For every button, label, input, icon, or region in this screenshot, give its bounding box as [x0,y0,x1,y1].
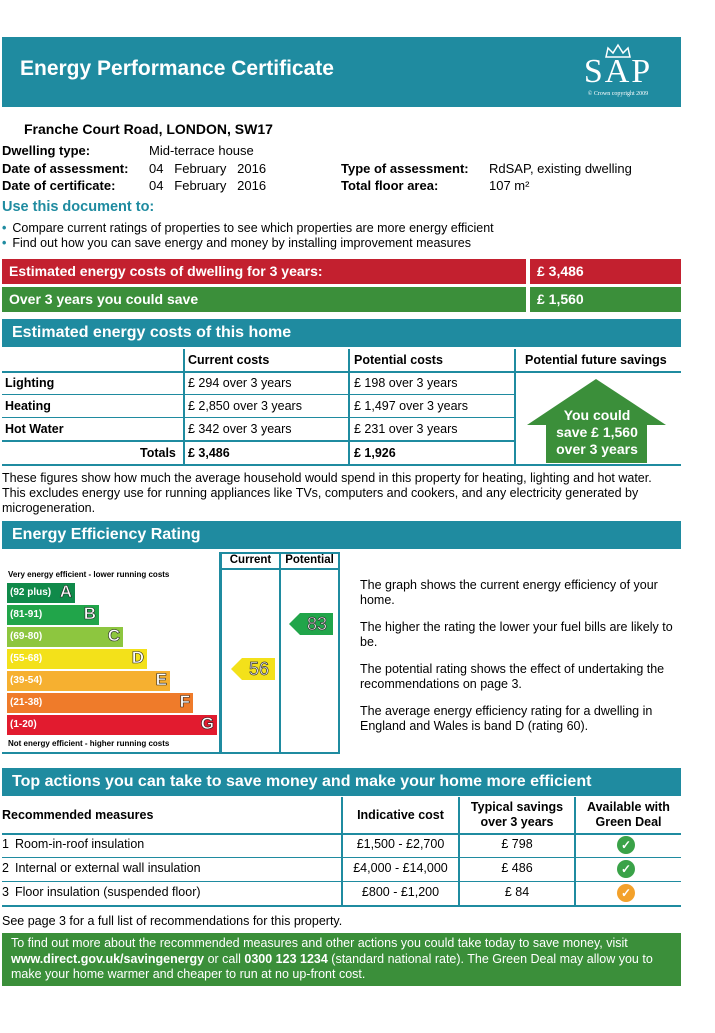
costs-heading: Estimated energy costs of this home [2,319,681,347]
rating-band-c [7,627,123,647]
savings-house-text: You could save £ 1,560 over 3 years [556,407,638,457]
property-address: Franche Court Road, LONDON, SW17 [24,121,273,137]
costs-table [2,349,681,466]
rating-band-range: (69-80) [10,631,43,642]
floor-area-label: Total floor area: [341,178,439,193]
date-assessment-label: Date of assessment: [2,161,129,176]
footer-line3: make your home warmer and cheaper to run at no up-front cost. [11,967,366,981]
row-current: £ 342 over 3 years [188,422,292,436]
rating-paragraph: The higher the rating the lower your fuel bills are likely to be. [360,620,673,649]
date-certificate-label: Date of certificate: [2,178,116,193]
action-savings: £ 486 [501,861,533,875]
col-current: Current costs [188,353,270,367]
green-deal-check-icon: ✓ [617,860,635,878]
potential-rating-arrow [289,613,333,635]
action-cost: £4,000 - £14,000 [353,861,448,875]
row-potential: £ 198 over 3 years [354,376,458,390]
action-measure: Room-in-roof insulation [15,837,145,851]
footer-line2: www.direct.gov.uk/savingenergy or call 0300 123 1234 (standard national rate). The Green Deal may allow you to [11,951,653,966]
row-label: Lighting [5,376,55,390]
rating-band-range: (21-38) [10,697,43,708]
rating-band-letter: F [179,692,190,711]
type-assessment-value: RdSAP, existing dwelling [489,161,632,176]
rating-band-range: (1-20) [10,719,37,730]
col-potential: Potential costs [354,353,443,367]
use-doc-heading: Use this document to: [2,199,155,215]
row-label: Heating [5,399,51,413]
rating-top-label: Very energy efficient - lower running costs [8,570,170,579]
action-measure: Internal or external wall insulation [15,861,201,875]
action-number: 2 [2,861,9,875]
rating-col-current: Current [229,554,272,566]
current-rating-arrow [231,658,275,680]
actions-table [2,797,681,909]
rating-band-a [7,583,75,603]
rating-band-e [7,671,170,691]
rating-paragraph: The graph shows the current energy efficiency of your home. [360,578,658,607]
rating-bottom-label: Not energy efficient - higher running costs [8,739,170,748]
rating-band-letter: C [107,626,120,645]
action-cost: £1,500 - £2,700 [356,837,445,851]
rating-band-letter: G [200,714,214,733]
date-assessment-value: 04 February 2016 [149,161,267,176]
totals-current: £ 3,486 [188,446,230,460]
footer-phone: 0300 123 1234 [244,951,328,966]
footer-url[interactable]: www.direct.gov.uk/savingenergy [11,951,205,966]
rating-band-g [7,715,217,735]
dwelling-type-value: Mid-terrace house [149,143,254,158]
col-future: Potential future savings [525,353,667,367]
costs-summary-label: Estimated energy costs of dwelling for 3 years: [2,259,526,284]
actions-heading: Top actions you can take to save money and make your home more efficient [2,768,681,796]
rating-band-letter: D [131,648,144,667]
save-summary-value: £ 1,560 [530,287,681,312]
sap-logo-text: SAP [583,53,653,90]
crown-icon [603,43,633,59]
sap-logo [573,41,663,103]
row-potential: £ 231 over 3 years [354,422,458,436]
rating-text [360,578,685,734]
row-potential: £ 1,497 over 3 years [354,399,468,413]
col-measure: Recommended measures [2,808,154,822]
action-savings: £ 84 [504,885,530,899]
date-certificate-value: 04 February 2016 [149,178,267,193]
action-measure: Floor insulation (suspended floor) [15,885,201,899]
footer-line1: To find out more about the recommended measures and other actions you could take today to save money, visit [11,936,628,950]
totals-label: Totals [140,446,176,460]
rating-band-range: (55-68) [10,653,43,664]
rating-heading: Energy Efficiency Rating [2,521,681,549]
rating-band-f [7,693,193,713]
use-doc-bullet: • Compare current ratings of properties to see which properties are more energy efficient [2,221,494,235]
totals-potential: £ 1,926 [354,446,396,460]
action-number: 1 [2,837,9,851]
rating-chart [2,552,340,754]
action-cost: £800 - £1,200 [361,885,440,899]
rating-band-letter: B [83,604,96,623]
dwelling-type-label: Dwelling type: [2,143,91,158]
costs-summary-value: £ 3,486 [530,259,681,284]
action-savings: £ 798 [501,837,533,851]
col-green-deal: Available with Green Deal [587,800,670,829]
green-deal-check-icon: ✓ [617,884,635,902]
rating-band-b [7,605,99,625]
col-cost: Indicative cost [357,808,444,822]
rating-paragraph: The average energy efficiency rating for a dwelling in England and Wales is band D (rating 60). [360,704,653,733]
row-current: £ 294 over 3 years [188,376,292,390]
rating-band-range: (92 plus) [10,587,52,598]
col-savings: Typical savings over 3 years [470,800,564,829]
copyright: © Crown copyright 2009 [587,91,649,97]
page-title: Energy Performance Certificate [20,57,334,80]
rating-band-range: (81-91) [10,609,43,620]
rating-band-letter: A [59,582,72,601]
see-page-note: See page 3 for a full list of recommendations for this property. [2,914,343,928]
type-assessment-label: Type of assessment: [341,161,469,176]
save-summary-label: Over 3 years you could save [2,287,526,312]
use-doc-bullet: • Find out how you can save energy and money by installing improvement measures [2,236,471,250]
current-rating-value: 56 [248,659,270,679]
row-current: £ 2,850 over 3 years [188,399,302,413]
rating-band-letter: E [155,670,167,689]
floor-area-value: 107 m² [489,178,530,193]
costs-note: These figures show how much the average household would spend in this property for heating, lighting and hot water. This excludes energy use for running appliances like TVs, computers and cookers, and any electricity generated by microgeneration. [2,471,652,515]
rating-band-d [7,649,147,669]
epc-header [2,37,681,107]
potential-rating-value: 83 [306,614,328,634]
row-label: Hot Water [5,422,64,436]
rating-col-potential: Potential [285,554,334,566]
rating-band-range: (39-54) [10,675,43,686]
action-number: 3 [2,885,9,899]
green-deal-check-icon: ✓ [617,836,635,854]
rating-paragraph: The potential rating shows the effect of undertaking the recommendations on page 3. [360,662,665,691]
footer-box [2,933,681,986]
